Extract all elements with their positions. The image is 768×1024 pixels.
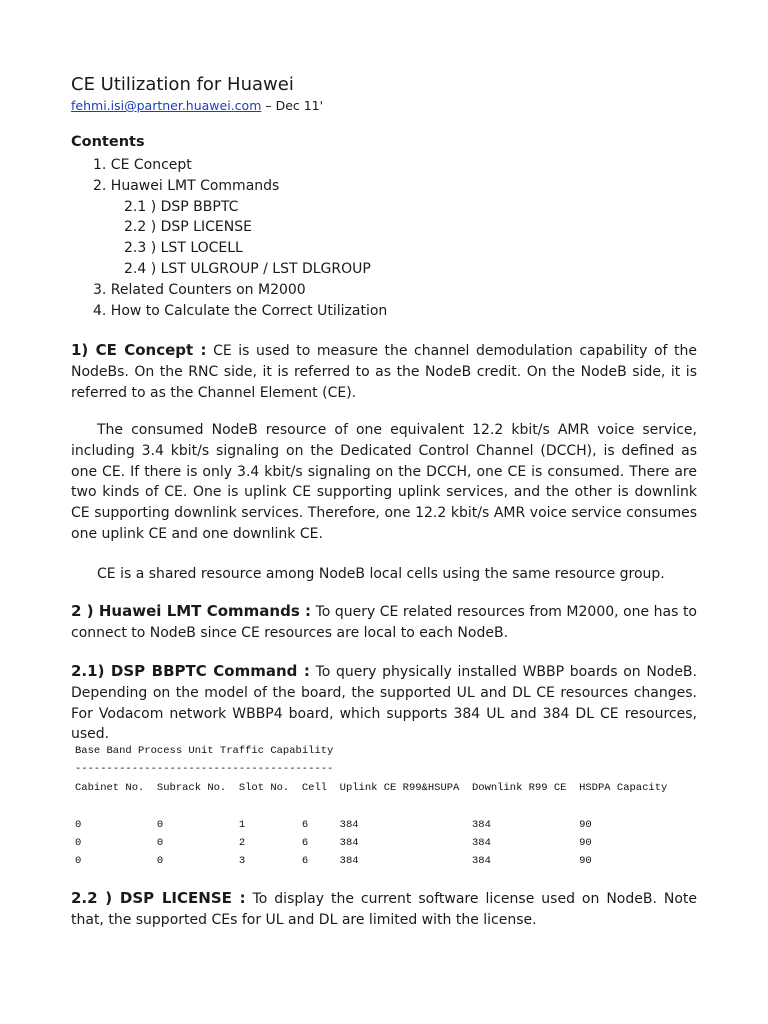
bbptc-output-block xyxy=(75,742,715,871)
dsp-bbptc-heading: 2.1) DSP BBPTC Command : xyxy=(71,662,310,680)
toc-item: 2.2 ) DSP LICENSE xyxy=(124,219,252,236)
toc-item: 1. CE Concept xyxy=(93,157,192,173)
toc-item: 2.3 ) LST LOCELL xyxy=(124,240,243,257)
ce-concept-heading: 1) CE Concept : xyxy=(71,341,207,359)
lmt-commands-paragraph xyxy=(71,601,697,644)
dsp-license-paragraph xyxy=(71,888,697,931)
author-line xyxy=(71,98,323,113)
dsp-bbptc-paragraph xyxy=(71,661,697,745)
toc-item: 3. Related Counters on M2000 xyxy=(93,281,306,298)
dsp-license-heading: 2.2 ) DSP LICENSE : xyxy=(71,889,246,907)
dsp-license-text: To display the current software license used on NodeB. Note that, the supported CEs for UL and DL are limited with the license. xyxy=(71,891,698,928)
doc-date: – Dec 11' xyxy=(261,98,324,113)
bbptc-caption: Base Band Process Unit Traffic Capability xyxy=(75,745,334,757)
lmt-commands-text: To query CE related resources from M2000, one has to connect to NodeB since CE resources are local to each NodeB. xyxy=(71,604,697,641)
contents-heading: Contents xyxy=(71,134,145,150)
ce-definition-paragraph: The consumed NodeB resource of one equivalent 12.2 kbit/s AMR voice service, including 3.4 kbit/s signaling on the Dedicated Control Channel (DCCH), is defined as one CE. If there is only 3.4 kbit/s signaling on the DCCH, one CE is consumed. There are two kinds of CE. One is uplink CE supporting uplink services, and the other is downlink CE supporting downlink services. Therefore, one 12.2 kbit/s AMR voice service consumes one uplink CE and one downlink CE. xyxy=(71,422,697,542)
doc-title: CE Utilization for Huawei xyxy=(71,74,294,95)
table-row: 0 0 2 6 384 384 90 xyxy=(75,837,592,850)
table-of-contents xyxy=(71,155,711,321)
table-row: 0 0 3 6 384 384 90 xyxy=(75,855,592,868)
bbptc-separator: ----------------------------------------- xyxy=(75,763,334,776)
ce-concept-paragraph xyxy=(71,340,697,403)
bbptc-header-row: Cabinet No. Subrack No. Slot No. Cell Uplink CE R99&HSUPA Downlink R99 CE HSDPA Capacity xyxy=(75,781,668,794)
table-row: 0 0 1 6 384 384 90 xyxy=(75,818,592,831)
toc-item: 2.1 ) DSP BBPTC xyxy=(124,198,239,215)
toc-item: 2.4 ) LST ULGROUP / LST DLGROUP xyxy=(124,260,371,277)
author-email-link[interactable]: fehmi.isi@partner.huawei.com xyxy=(71,98,262,113)
toc-item: 2. Huawei LMT Commands xyxy=(93,177,280,194)
ce-shared-paragraph: CE is a shared resource among NodeB local cells using the same resource group. xyxy=(97,566,665,582)
blank-line xyxy=(75,797,715,815)
lmt-commands-heading: 2 ) Huawei LMT Commands : xyxy=(71,602,312,620)
dsp-bbptc-text: To query physically installed WBBP boards on NodeB. Depending on the model of the board, the supported UL and DL CE resources changes. For Vodacom network WBBP4 board, which supports 384 UL and 384 DL CE resources, used. xyxy=(71,664,697,743)
toc-item: 4. How to Calculate the Correct Utilization xyxy=(93,302,388,319)
ce-concept-text: CE is used to measure the channel demodulation capability of the NodeBs. On the RNC side, it is referred to as the NodeB credit. On the NodeB side, it is referred to as the Channel Element (CE). xyxy=(71,343,697,401)
